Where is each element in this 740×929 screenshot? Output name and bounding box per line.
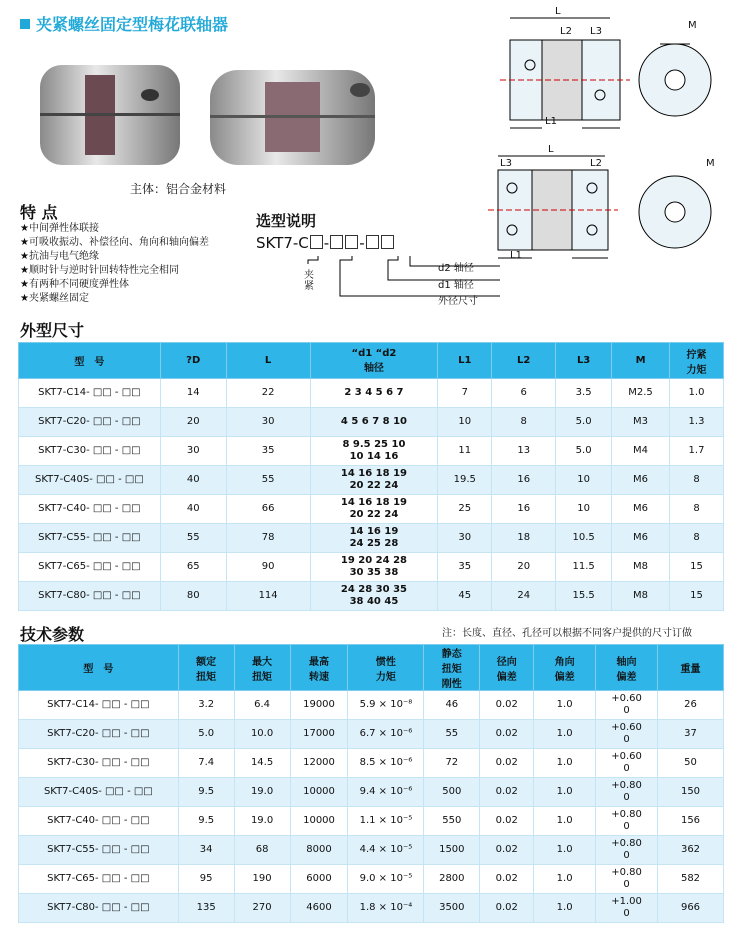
table-cell: +0.80 0 — [596, 778, 658, 807]
col-header: 型 号 — [19, 343, 161, 379]
feature-item: ★可吸收振动、补偿径向、角向和轴向偏差 — [20, 237, 209, 248]
table-cell: 8 9.5 25 10 10 14 16 — [310, 437, 438, 466]
table-cell: SKT7-C65- □□ - □□ — [19, 553, 161, 582]
drawing-label-L1-2: L1 — [510, 250, 522, 261]
drawing-label-L3: L3 — [590, 26, 602, 37]
table-cell: 0.02 — [480, 836, 534, 865]
table-cell: 0.02 — [480, 720, 534, 749]
table-cell: SKT7-C20- □□ - □□ — [19, 408, 161, 437]
col-header: L2 — [492, 343, 556, 379]
table-cell: SKT7-C30- □□ - □□ — [19, 749, 179, 778]
table-cell: 500 — [424, 778, 480, 807]
coupling-photo-1 — [30, 55, 190, 175]
table-cell: SKT7-C80- □□ - □□ — [19, 894, 179, 923]
table-cell: 1.7 — [670, 437, 724, 466]
drawing-label-L2-2: L2 — [590, 158, 602, 169]
table-cell: 1.0 — [534, 807, 596, 836]
table-cell: 1.0 — [534, 749, 596, 778]
table-cell: 10 — [438, 408, 492, 437]
table-cell: SKT7-C40- □□ - □□ — [19, 495, 161, 524]
table-cell: 25 — [438, 495, 492, 524]
table-cell: 90 — [226, 553, 310, 582]
table-cell: 18 — [492, 524, 556, 553]
table-cell: 14 16 18 19 20 22 24 — [310, 495, 438, 524]
table-cell: 65 — [160, 553, 226, 582]
drawing-label-L: L — [555, 6, 561, 17]
table-cell: 10000 — [290, 807, 348, 836]
label-d2: d2 轴径 — [438, 263, 474, 274]
drawing-label-M: M — [688, 20, 697, 31]
table-row — [19, 553, 724, 582]
table-cell: 8 — [670, 495, 724, 524]
table-cell: +0.80 0 — [596, 807, 658, 836]
table-cell: 156 — [658, 807, 724, 836]
table-cell: 2 3 4 5 6 7 — [310, 379, 438, 408]
table-cell: 3.2 — [178, 691, 234, 720]
table-cell: 5.0 — [178, 720, 234, 749]
table-cell: 8000 — [290, 836, 348, 865]
col-header: M — [612, 343, 670, 379]
table-cell: M8 — [612, 553, 670, 582]
table-cell: 6.7 × 10⁻⁶ — [348, 720, 424, 749]
table-cell: 34 — [178, 836, 234, 865]
table-cell: 150 — [658, 778, 724, 807]
col-header: 惯性 力矩 — [348, 645, 424, 691]
table-cell: 1.8 × 10⁻⁴ — [348, 894, 424, 923]
table-cell: SKT7-C55- □□ - □□ — [19, 524, 161, 553]
table-cell: 4600 — [290, 894, 348, 923]
table-cell: 9.4 × 10⁻⁶ — [348, 778, 424, 807]
drawing-side-view-bottom — [480, 150, 725, 265]
table-cell: 78 — [226, 524, 310, 553]
table-cell: 1.0 — [670, 379, 724, 408]
table-cell: 6000 — [290, 865, 348, 894]
table-cell: M3 — [612, 408, 670, 437]
table-cell: SKT7-C40S- □□ - □□ — [19, 778, 179, 807]
table-row — [19, 379, 724, 408]
table-cell: SKT7-C14- □□ - □□ — [19, 691, 179, 720]
table-cell: 11.5 — [556, 553, 612, 582]
table-cell: 20 — [492, 553, 556, 582]
col-header: ?D — [160, 343, 226, 379]
col-header: 重量 — [658, 645, 724, 691]
table-cell: 3.5 — [556, 379, 612, 408]
table-cell: 30 — [226, 408, 310, 437]
label-clamp: 夹紧 — [304, 270, 314, 292]
col-header: “d1 “d2 轴径 — [310, 343, 438, 379]
table-cell: 46 — [424, 691, 480, 720]
drawing-label-L2: L2 — [560, 26, 572, 37]
table-cell: 26 — [658, 691, 724, 720]
table-cell: 114 — [226, 582, 310, 611]
table-cell: 55 — [226, 466, 310, 495]
dims-table — [18, 342, 724, 611]
table-cell: 72 — [424, 749, 480, 778]
table-cell: 12000 — [290, 749, 348, 778]
table-cell: 0.02 — [480, 807, 534, 836]
table-row — [19, 408, 724, 437]
table-cell: M8 — [612, 582, 670, 611]
selection-leader-lines — [300, 252, 510, 322]
table-cell: 15 — [670, 553, 724, 582]
material-caption: 主体：铝合金材料 — [130, 182, 227, 196]
tech-heading: 技术参数 — [20, 625, 85, 644]
table-cell: 40 — [160, 495, 226, 524]
table-cell: SKT7-C30- □□ - □□ — [19, 437, 161, 466]
table-cell: 9.5 — [178, 778, 234, 807]
table-cell: 50 — [658, 749, 724, 778]
table-cell: 10.5 — [556, 524, 612, 553]
table-cell: 1.0 — [534, 865, 596, 894]
table-cell: 135 — [178, 894, 234, 923]
table-cell: 5.0 — [556, 408, 612, 437]
table-cell: 270 — [234, 894, 290, 923]
col-header: 最大 扭矩 — [234, 645, 290, 691]
col-header: 轴向 偏差 — [596, 645, 658, 691]
table-row — [19, 691, 724, 720]
table-cell: +0.60 0 — [596, 720, 658, 749]
table-row — [19, 894, 724, 923]
table-row — [19, 865, 724, 894]
col-header: L1 — [438, 343, 492, 379]
table-cell: 0.02 — [480, 778, 534, 807]
table-cell: +0.80 0 — [596, 836, 658, 865]
table-cell: 80 — [160, 582, 226, 611]
table-cell: M2.5 — [612, 379, 670, 408]
tech-table — [18, 644, 724, 923]
dims-header-row — [19, 343, 724, 379]
table-cell: 22 — [226, 379, 310, 408]
table-cell: 1.1 × 10⁻⁵ — [348, 807, 424, 836]
table-cell: 10 — [556, 466, 612, 495]
table-cell: 2800 — [424, 865, 480, 894]
table-row — [19, 836, 724, 865]
col-header: 额定 扭矩 — [178, 645, 234, 691]
table-row — [19, 466, 724, 495]
table-row — [19, 807, 724, 836]
table-cell: 9.0 × 10⁻⁵ — [348, 865, 424, 894]
table-cell: 1500 — [424, 836, 480, 865]
table-cell: 19 20 24 28 30 35 38 — [310, 553, 438, 582]
table-cell: 24 28 30 35 38 40 45 — [310, 582, 438, 611]
table-cell: 40 — [160, 466, 226, 495]
table-cell: 15 — [670, 582, 724, 611]
table-cell: 3500 — [424, 894, 480, 923]
table-cell: 10 — [556, 495, 612, 524]
col-header: 角向 偏差 — [534, 645, 596, 691]
drawing-label-L3-2: L3 — [500, 158, 512, 169]
table-cell: 9.5 — [178, 807, 234, 836]
table-cell: 1.0 — [534, 691, 596, 720]
table-cell: SKT7-C40S- □□ - □□ — [19, 466, 161, 495]
table-cell: 4 5 6 7 8 10 — [310, 408, 438, 437]
features-heading: 特 点 — [20, 203, 58, 222]
table-cell: 66 — [226, 495, 310, 524]
dims-heading: 外型尺寸 — [20, 321, 85, 340]
table-cell: +0.60 0 — [596, 691, 658, 720]
table-row — [19, 437, 724, 466]
col-header: 径向 偏差 — [480, 645, 534, 691]
table-cell: 7.4 — [178, 749, 234, 778]
table-cell: 1.0 — [534, 720, 596, 749]
table-cell: 14.5 — [234, 749, 290, 778]
table-cell: 11 — [438, 437, 492, 466]
feature-item: ★有两种不同硬度弹性体 — [20, 279, 129, 290]
table-cell: 37 — [658, 720, 724, 749]
feature-item: ★夹紧螺丝固定 — [20, 293, 89, 304]
col-header: 型 号 — [19, 645, 179, 691]
table-cell: 7 — [438, 379, 492, 408]
table-row — [19, 720, 724, 749]
table-cell: SKT7-C40- □□ - □□ — [19, 807, 179, 836]
table-cell: 68 — [234, 836, 290, 865]
selection-code: SKT7-C - - — [256, 234, 395, 252]
table-cell: +0.80 0 — [596, 865, 658, 894]
table-cell: SKT7-C80- □□ - □□ — [19, 582, 161, 611]
table-cell: 362 — [658, 836, 724, 865]
table-cell: 19.0 — [234, 807, 290, 836]
table-cell: 16 — [492, 466, 556, 495]
table-cell: 95 — [178, 865, 234, 894]
table-cell: 14 16 18 19 20 22 24 — [310, 466, 438, 495]
table-cell: 30 — [438, 524, 492, 553]
table-cell: 1.0 — [534, 836, 596, 865]
table-row — [19, 495, 724, 524]
table-cell: SKT7-C14- □□ - □□ — [19, 379, 161, 408]
table-cell: 190 — [234, 865, 290, 894]
table-cell: 19.5 — [438, 466, 492, 495]
table-cell: 30 — [160, 437, 226, 466]
table-cell: 10000 — [290, 778, 348, 807]
table-cell: 550 — [424, 807, 480, 836]
table-cell: 0.02 — [480, 894, 534, 923]
table-cell: 8 — [670, 466, 724, 495]
table-cell: 55 — [424, 720, 480, 749]
table-cell: 1.0 — [534, 778, 596, 807]
tech-header-row — [19, 645, 724, 691]
table-cell: 0.02 — [480, 749, 534, 778]
table-cell: SKT7-C20- □□ - □□ — [19, 720, 179, 749]
table-cell: 8 — [492, 408, 556, 437]
table-cell: 35 — [226, 437, 310, 466]
table-cell: 1.0 — [534, 894, 596, 923]
table-cell: SKT7-C65- □□ - □□ — [19, 865, 179, 894]
title-square-icon — [20, 19, 30, 29]
col-header: 静态 扭矩 刚性 — [424, 645, 480, 691]
table-cell: 4.4 × 10⁻⁵ — [348, 836, 424, 865]
table-cell: M4 — [612, 437, 670, 466]
label-outer: 外径尺寸 — [438, 296, 478, 307]
feature-item: ★顺时针与逆时针回转特性完全相同 — [20, 265, 179, 276]
table-cell: +1.00 0 — [596, 894, 658, 923]
table-cell: 966 — [658, 894, 724, 923]
col-header: 拧紧 力矩 — [670, 343, 724, 379]
table-cell: M6 — [612, 466, 670, 495]
table-cell: 15.5 — [556, 582, 612, 611]
table-cell: 13 — [492, 437, 556, 466]
tech-note: 注：长度、直径、孔径可以根据不同客户提供的尺寸订做 — [442, 628, 692, 639]
table-cell: 24 — [492, 582, 556, 611]
table-cell: SKT7-C55- □□ - □□ — [19, 836, 179, 865]
table-cell: 45 — [438, 582, 492, 611]
table-cell: 19000 — [290, 691, 348, 720]
table-cell: 6.4 — [234, 691, 290, 720]
table-cell: 6 — [492, 379, 556, 408]
table-cell: 0.02 — [480, 865, 534, 894]
table-cell: 1.3 — [670, 408, 724, 437]
table-cell: 0.02 — [480, 691, 534, 720]
table-row — [19, 778, 724, 807]
drawing-label-M-2: M — [706, 158, 715, 169]
table-row — [19, 524, 724, 553]
col-header: 最高 转速 — [290, 645, 348, 691]
table-cell: +0.60 0 — [596, 749, 658, 778]
table-cell: M6 — [612, 524, 670, 553]
table-cell: 19.0 — [234, 778, 290, 807]
table-cell: 8 — [670, 524, 724, 553]
table-cell: 35 — [438, 553, 492, 582]
table-row — [19, 582, 724, 611]
table-cell: 5.9 × 10⁻⁸ — [348, 691, 424, 720]
drawing-label-L1: L1 — [545, 116, 557, 127]
table-cell: 582 — [658, 865, 724, 894]
table-cell: 8.5 × 10⁻⁶ — [348, 749, 424, 778]
table-cell: 55 — [160, 524, 226, 553]
col-header: L — [226, 343, 310, 379]
page-title: 夹紧螺丝固定型梅花联轴器 — [20, 12, 228, 35]
table-cell: 5.0 — [556, 437, 612, 466]
feature-item: ★抗油与电气绝缘 — [20, 251, 99, 262]
table-cell: 10.0 — [234, 720, 290, 749]
table-cell: M6 — [612, 495, 670, 524]
col-header: L3 — [556, 343, 612, 379]
features-list — [20, 222, 209, 306]
table-row — [19, 749, 724, 778]
selection-heading: 选型说明 — [256, 212, 317, 230]
table-cell: 20 — [160, 408, 226, 437]
coupling-photo-2 — [205, 60, 385, 175]
table-cell: 14 — [160, 379, 226, 408]
drawing-label-L-2: L — [548, 144, 554, 155]
table-cell: 17000 — [290, 720, 348, 749]
table-cell: 16 — [492, 495, 556, 524]
feature-item: ★中间弹性体联接 — [20, 223, 99, 234]
table-cell: 14 16 19 24 25 28 — [310, 524, 438, 553]
label-d1: d1 轴径 — [438, 280, 474, 291]
